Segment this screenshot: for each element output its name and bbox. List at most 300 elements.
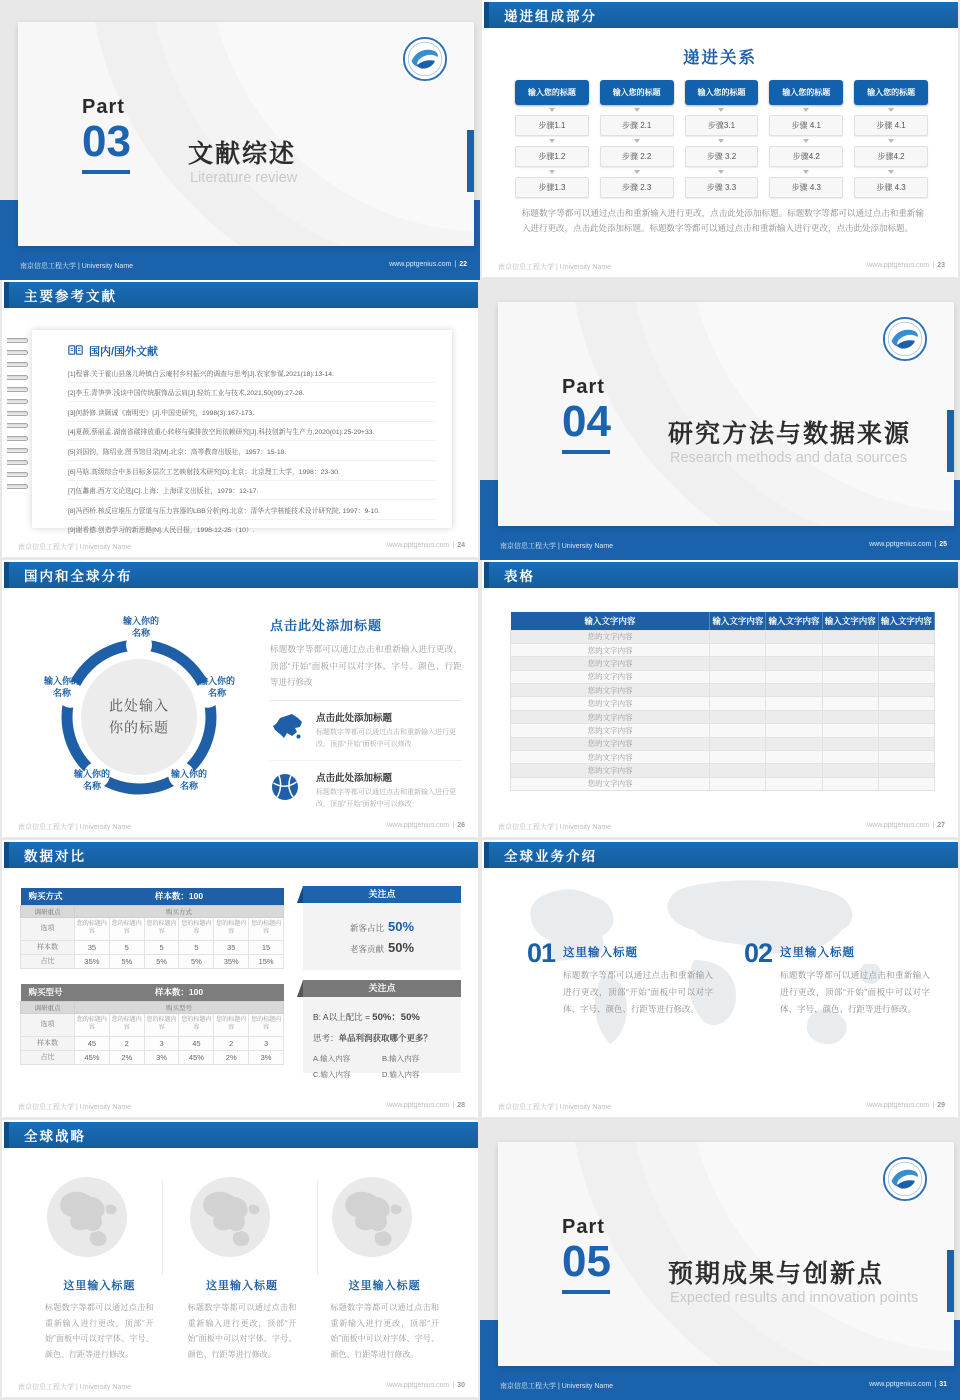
item-heading: 这里输入标题 xyxy=(63,1280,136,1292)
footer-separator: | xyxy=(454,261,457,268)
footer-site: www.pptgenius.com xyxy=(869,1381,932,1388)
table-cell xyxy=(878,724,934,737)
table-cell xyxy=(878,670,934,683)
focus-label: 调研重点 xyxy=(21,905,75,917)
table-cell xyxy=(710,751,766,764)
table-cell xyxy=(766,710,822,723)
ratio-value: 2% xyxy=(109,1050,144,1064)
wheel-node-label xyxy=(112,615,170,639)
slide-24-thumbnail[interactable] xyxy=(0,280,480,560)
row-label: 选项 xyxy=(21,917,75,940)
footer-page-number: 30 xyxy=(457,1382,465,1389)
footer-right xyxy=(387,822,465,832)
part-label: Part xyxy=(562,1216,605,1238)
table-header-cell: 输入文字内容 xyxy=(878,612,934,630)
row-label: 占比 xyxy=(21,1050,75,1064)
footer-org: 南京信息工程大学 | University Name xyxy=(20,263,134,270)
table-header-cell: 输入文字内容 xyxy=(822,612,878,630)
table-cell xyxy=(822,751,878,764)
reference-item: [2]李玉,青笋笋.浅谈中国传统服饰品云肩[J].轻纺工业与技术,2021,50(09):27-28. xyxy=(68,383,436,403)
binder-ring-icon xyxy=(7,484,28,489)
wheel-node-label xyxy=(188,675,246,699)
table-cell xyxy=(766,737,822,750)
footer-right xyxy=(389,261,467,271)
slide-23-thumbnail[interactable] xyxy=(480,0,960,280)
footer-right xyxy=(867,262,945,272)
binder-ring-icon xyxy=(7,387,28,392)
ratio-value: 5% xyxy=(179,954,214,968)
table-cell xyxy=(822,724,878,737)
panel-title: 关注点 xyxy=(303,980,461,997)
table-cell: 您的文字内容 xyxy=(511,657,710,670)
process-column xyxy=(854,80,928,198)
wheel-node-label xyxy=(63,768,121,792)
binder-ring-icon xyxy=(7,338,28,343)
table-cell: 您的文字内容 xyxy=(511,697,710,710)
step-box: 步骤4.2 xyxy=(854,146,928,167)
footer-page-number: 28 xyxy=(457,1102,465,1109)
item-body: 标题数字等都可以通过点击和重新输入进行更改，顶部“开始”面板中可以修改 xyxy=(316,788,456,809)
accent-underline xyxy=(562,1290,610,1294)
footer-page-number: 23 xyxy=(937,262,945,269)
title-bar: 全球业务介绍 xyxy=(484,842,958,868)
footer-site: www.pptgenius.com xyxy=(867,1102,930,1109)
column-header: 输入您的标题 xyxy=(515,80,589,105)
footer-org: 南京信息工程大学 | University Name xyxy=(18,544,132,551)
section-title-cn: 文献综述 xyxy=(188,140,297,168)
china-map-icon xyxy=(270,710,306,747)
slide-body xyxy=(482,0,958,277)
numbered-item-1 xyxy=(527,940,717,1018)
globe-column xyxy=(28,1175,171,1362)
reference-item: [3]何龄修.读顾诚《南明史》[J].中国史研究，1998(3):167-173. xyxy=(68,402,436,422)
process-column xyxy=(685,80,759,198)
ratio-prefix: B: A以上配比 = xyxy=(313,1012,370,1022)
item-content xyxy=(563,940,713,1018)
table-cell xyxy=(822,657,878,670)
table-row xyxy=(511,670,935,683)
table-cell xyxy=(878,710,934,723)
wheel-label-line1: 输入你的 xyxy=(170,768,207,779)
footer-separator: | xyxy=(932,262,935,269)
reference-item: [4]夏薇,蔡丽孟.湖南省碳排放重心转移与碳排放空间依赖研究[J].科技创新与生产力,2020(01):25-29+33. xyxy=(68,422,436,442)
sample-size: 样本数：100 xyxy=(75,984,284,1001)
footer-site: www.pptgenius.com xyxy=(387,822,450,829)
slide-29-thumbnail[interactable] xyxy=(480,840,960,1120)
table-cell xyxy=(710,724,766,737)
table-cell xyxy=(710,670,766,683)
step-box: 步骤1.3 xyxy=(515,177,589,198)
binder-ring-icon xyxy=(7,436,28,441)
table-cell xyxy=(878,643,934,656)
right-accent-tab xyxy=(467,130,474,192)
ratio-value: 15% xyxy=(249,954,284,968)
table-cell xyxy=(710,630,766,643)
ratio-value: 3% xyxy=(144,1050,179,1064)
table-cell: 您的文字内容 xyxy=(511,643,710,656)
table-cell xyxy=(710,657,766,670)
item-heading: 点击此处添加标题 xyxy=(316,712,393,724)
table-cell xyxy=(710,643,766,656)
footer-right xyxy=(869,541,947,551)
globe-icon xyxy=(45,1175,154,1264)
column-header: 输入您的标题 xyxy=(600,80,674,105)
references-list xyxy=(68,363,436,538)
focus-panel-1 xyxy=(303,886,461,970)
focus-panel-2 xyxy=(303,980,461,1079)
section-title-en: Expected results and innovation points xyxy=(670,1290,919,1306)
table-cell xyxy=(710,764,766,777)
table-cell: 您的文字内容 xyxy=(511,737,710,750)
slide-body xyxy=(2,1120,478,1397)
step-box: 步骤 2.3 xyxy=(600,177,674,198)
binder-ring-icon xyxy=(7,375,28,380)
item-heading: 这里输入标题 xyxy=(348,1280,421,1292)
option-cell: 您的标题内容 xyxy=(249,917,284,940)
table-cell xyxy=(878,657,934,670)
table-cell xyxy=(878,697,934,710)
option-cell: 您的标题内容 xyxy=(179,1013,214,1036)
item-body: 标题数字等都可以通过点击和重新输入进行更改，顶部“开始”面板中可以对字体、字号、颜色、行距等进行修改。 xyxy=(563,970,714,1014)
table-row xyxy=(511,710,935,723)
part-number: 04 xyxy=(562,397,611,446)
table-cell xyxy=(766,751,822,764)
footer-right xyxy=(387,542,465,552)
wheel-center-title xyxy=(109,695,169,740)
item-heading: 这里输入标题 xyxy=(780,947,856,959)
step-box: 步骤 4.3 xyxy=(854,177,928,198)
option-item: C.输入内容 xyxy=(313,1070,351,1079)
part-number-block xyxy=(562,376,611,454)
slide-31-thumbnail[interactable] xyxy=(480,1120,960,1400)
ratio-value: 5% xyxy=(109,954,144,968)
slide-22-thumbnail[interactable] xyxy=(0,0,480,280)
right-accent-tab xyxy=(947,1250,954,1312)
stat-value: 50% xyxy=(387,940,415,955)
books-icon xyxy=(68,345,83,358)
accent-underline xyxy=(562,450,610,454)
question-text: 单品利润获取哪个更多？ xyxy=(338,1033,433,1043)
down-arrow-icon xyxy=(803,108,809,112)
reference-item: [1]程睿.关于霍山县落儿岭镇白云庵村乡村振兴的调查与思考[J].农家参谋,2021(18):13-14. xyxy=(68,363,436,383)
step-box: 步骤 3.2 xyxy=(685,146,759,167)
slide-26-thumbnail[interactable] xyxy=(0,560,480,840)
table-row xyxy=(511,657,935,670)
footer-site: www.pptgenius.com xyxy=(387,542,450,549)
down-arrow-icon xyxy=(634,108,640,112)
table-cell xyxy=(822,697,878,710)
item-heading: 这里输入标题 xyxy=(206,1280,278,1292)
footer-site: www.pptgenius.com xyxy=(867,262,930,269)
table-cell xyxy=(766,764,822,777)
footer-page-number: 22 xyxy=(459,261,467,268)
slide-footer xyxy=(500,541,947,551)
footer-org: 南京信息工程大学 | University Name xyxy=(498,824,612,831)
item-body: 标题数字等都可以通过点击和重新输入进行更改，顶部“开始”面板中可以对字体、字号、颜色、行距等进行修改。 xyxy=(187,1303,297,1359)
row-label: 样本数 xyxy=(21,1036,75,1050)
ratio-row xyxy=(21,954,284,968)
footer-org: 南京信息工程大学 | University Name xyxy=(18,1384,132,1391)
slide-footer xyxy=(500,1381,947,1391)
sample-value: 3 xyxy=(144,1036,179,1050)
item-heading: 这里输入标题 xyxy=(563,947,639,959)
footer-site: www.pptgenius.com xyxy=(387,1102,450,1109)
comparison-table-1 xyxy=(20,888,284,969)
slide-27-thumbnail[interactable] xyxy=(480,560,960,840)
table-cell: 您的文字内容 xyxy=(511,710,710,723)
table-cell xyxy=(822,737,878,750)
question-prefix: 思考： xyxy=(313,1033,339,1043)
table-cell: 您的文字内容 xyxy=(511,684,710,697)
option-cell: 您的标题内容 xyxy=(214,917,249,940)
panel-title: 关注点 xyxy=(303,886,461,903)
footer-right xyxy=(867,1102,945,1112)
sample-value: 35 xyxy=(214,940,249,954)
slide-footer xyxy=(18,822,465,832)
panel-body xyxy=(303,997,461,1079)
table-header-row xyxy=(21,888,284,905)
sample-value: 45 xyxy=(179,1036,214,1050)
footer-page-number: 26 xyxy=(457,822,465,829)
row-label: 占比 xyxy=(21,954,75,968)
step-box: 步骤4.2 xyxy=(769,146,843,167)
table-cell xyxy=(710,684,766,697)
footer-right xyxy=(387,1382,465,1392)
footer-page-number: 25 xyxy=(939,541,947,548)
sample-value: 15 xyxy=(249,940,284,954)
title-bar: 全球战略 xyxy=(4,1122,478,1148)
slide-footer xyxy=(18,1382,465,1392)
sample-value: 5 xyxy=(144,940,179,954)
diagram-title: 递进关系 xyxy=(683,49,757,67)
references-panel xyxy=(32,330,452,535)
table-row xyxy=(511,630,935,643)
item-body: 标题数字等都可以通过点击和重新输入进行更改，顶部“开始”面板中可以对字体、字号、颜色、行距等进行修改。 xyxy=(780,970,931,1014)
stat-row xyxy=(313,918,451,936)
table-row xyxy=(511,737,935,750)
sample-size: 样本数：100 xyxy=(75,888,284,905)
accent-underline xyxy=(82,170,130,174)
binder-spiral xyxy=(7,338,28,489)
ratio-value: 3% xyxy=(249,1050,284,1064)
stat-row xyxy=(313,939,451,957)
globe-icon xyxy=(188,1175,297,1264)
table-cell xyxy=(878,737,934,750)
table-cell xyxy=(766,630,822,643)
table-cell xyxy=(766,670,822,683)
sample-value: 5 xyxy=(179,940,214,954)
title-bar: 表格 xyxy=(484,562,958,588)
option-item: D.输入内容 xyxy=(382,1070,420,1079)
option-row xyxy=(21,1013,284,1036)
down-arrow-icon xyxy=(888,139,894,143)
wheel-label-line2: 名称 xyxy=(207,688,226,698)
process-columns xyxy=(515,80,928,198)
reference-item: [9]谢希德.创造学习的新思路[N].人民日报，1998-12-25（10）. xyxy=(68,527,255,535)
footer-org: 南京信息工程大学 | University Name xyxy=(18,1104,132,1111)
numbered-item-2 xyxy=(744,940,934,1018)
wheel-diagram xyxy=(39,610,239,822)
footer-separator: | xyxy=(932,1102,935,1109)
footer-site: www.pptgenius.com xyxy=(389,261,452,268)
process-column xyxy=(600,80,674,198)
row-label: 样本数 xyxy=(21,940,75,954)
footer-org: 南京信息工程大学 | University Name xyxy=(500,543,614,550)
binder-ring-icon xyxy=(7,399,28,404)
option-cell: 您的标题内容 xyxy=(249,1013,284,1036)
ratio-line xyxy=(313,1009,451,1023)
wheel-label-line2: 名称 xyxy=(131,628,150,638)
footer-right xyxy=(869,1381,947,1391)
binder-ring-icon xyxy=(7,448,28,453)
table-subheader-row xyxy=(21,905,284,917)
sample-row xyxy=(21,940,284,954)
item-body: 标题数字等都可以通过点击和重新输入进行更改，顶部“开始”面板中可以修改 xyxy=(316,728,456,749)
down-arrow-icon xyxy=(549,170,555,174)
table-cell xyxy=(878,684,934,697)
item-number: 02 xyxy=(744,938,773,968)
slide-footer xyxy=(18,542,465,552)
table-header-cell: 输入文字内容 xyxy=(766,612,822,630)
table-row xyxy=(511,643,935,656)
slide-25-thumbnail[interactable] xyxy=(480,280,960,560)
option-list xyxy=(313,1053,451,1080)
reference-item: [5]刘国钧，陈绍业.图书馆目录[M].北京：高等教育出版社，1957：15-18. xyxy=(68,441,436,461)
slide-footer xyxy=(498,822,945,832)
sample-value: 45 xyxy=(75,1036,110,1050)
part-label: Part xyxy=(82,96,125,118)
section-title-en: Literature review xyxy=(190,170,298,186)
reference-item: [8]冯西桥.核反应堆压力管道与压力容器的LBB分析[R].北京：清华大学核能技术设计研究院, 1997：9-10. xyxy=(68,500,436,520)
table-cell: 您的文字内容 xyxy=(511,751,710,764)
part-slide-card xyxy=(498,302,954,526)
slide-28-thumbnail[interactable] xyxy=(0,840,480,1120)
table-cell xyxy=(710,710,766,723)
column-header: 输入您的标题 xyxy=(854,80,928,105)
item-body: 标题数字等都可以通过点击和重新输入进行更改，顶部“开始”面板中可以对字体、字号、颜色、行距等进行修改。 xyxy=(330,1303,440,1359)
step-box: 步骤3.1 xyxy=(685,115,759,136)
binder-ring-icon xyxy=(7,423,28,428)
university-logo xyxy=(882,1156,928,1202)
step-box: 步骤 4.3 xyxy=(769,177,843,198)
option-cell: 您的标题内容 xyxy=(75,1013,110,1036)
step-box: 步骤 2.2 xyxy=(600,146,674,167)
table-row xyxy=(511,724,935,737)
question-line xyxy=(313,1032,451,1044)
item-text xyxy=(316,770,462,812)
ratio-value: 50%：50% xyxy=(372,1012,420,1023)
part-number-block xyxy=(562,1216,611,1294)
footer-site: www.pptgenius.com xyxy=(867,822,930,829)
table-cell: 您的文字内容 xyxy=(511,777,710,790)
sample-value: 2 xyxy=(214,1036,249,1050)
table-cell: 您的文字内容 xyxy=(511,724,710,737)
title-bar: 主要参考文献 xyxy=(4,282,478,308)
table-cell xyxy=(822,777,878,790)
part-slide-card xyxy=(18,22,474,246)
slide-30-thumbnail[interactable] xyxy=(0,1120,480,1400)
table-row xyxy=(511,751,935,764)
binder-ring-icon xyxy=(7,472,28,477)
process-column xyxy=(515,80,589,198)
table-row xyxy=(511,697,935,710)
option-cell: 您的标题内容 xyxy=(144,1013,179,1036)
title-bar: 国内和全球分布 xyxy=(4,562,478,588)
sample-value: 5 xyxy=(109,940,144,954)
references-heading xyxy=(68,343,158,359)
stat-label: 新客占比 xyxy=(349,923,384,933)
table-row xyxy=(511,764,935,777)
globe-icon xyxy=(330,1175,439,1264)
down-arrow-icon xyxy=(718,108,724,112)
panel-body xyxy=(303,903,461,970)
table-subheader-row xyxy=(21,1001,284,1013)
option-cell: 您的标题内容 xyxy=(109,1013,144,1036)
step-box: 步骤 4.1 xyxy=(854,115,928,136)
option-cell: 您的标题内容 xyxy=(179,917,214,940)
comparison-table xyxy=(20,888,284,969)
footer-org: 南京信息工程大学 | University Name xyxy=(18,824,132,831)
sample-value: 2 xyxy=(109,1036,144,1050)
wheel-center-line2: 你的标题 xyxy=(109,720,169,736)
reference-item: [7]伍蠡甫.西方文论选[C].上海：上海译文出版社，1979：12-17. xyxy=(68,481,436,501)
footer-org: 南京信息工程大学 | University Name xyxy=(500,1383,614,1390)
footer-page-number: 31 xyxy=(939,1381,947,1388)
section-title-cn: 研究方法与数据来源 xyxy=(668,420,912,448)
footer-separator: | xyxy=(452,1382,455,1389)
table-cell xyxy=(710,777,766,790)
slide-footer xyxy=(18,1102,465,1112)
table-cell: 您的文字内容 xyxy=(511,764,710,777)
footer-separator: | xyxy=(934,1381,937,1388)
table-cell xyxy=(878,630,934,643)
footer-separator: | xyxy=(934,541,937,548)
down-arrow-icon xyxy=(888,108,894,112)
wheel-label-line2: 名称 xyxy=(52,688,71,698)
table-cell xyxy=(766,657,822,670)
down-arrow-icon xyxy=(888,170,894,174)
wheel-center-line1: 此处输入 xyxy=(109,697,169,714)
wheel-label-line1: 输入你的 xyxy=(198,675,235,686)
list-item xyxy=(270,701,462,761)
row-label: 选项 xyxy=(21,1013,75,1036)
table-cell xyxy=(766,643,822,656)
footer-separator: | xyxy=(452,822,455,829)
university-logo xyxy=(882,316,928,362)
ratio-value: 45% xyxy=(75,1050,110,1064)
references-heading-text: 国内/国外文献 xyxy=(89,346,159,358)
item-text xyxy=(316,710,462,752)
option-cell: 您的标题内容 xyxy=(75,917,110,940)
table-header-cell: 输入文字内容 xyxy=(710,612,766,630)
wheel-node-label xyxy=(33,675,91,699)
part-number: 05 xyxy=(562,1237,611,1286)
down-arrow-icon xyxy=(634,170,640,174)
down-arrow-icon xyxy=(718,170,724,174)
step-box: 步骤 4.1 xyxy=(769,115,843,136)
table-cell xyxy=(878,777,934,790)
wheel-label-line2: 名称 xyxy=(179,781,198,791)
data-table xyxy=(510,612,935,791)
table-cell xyxy=(822,643,878,656)
right-column xyxy=(270,615,462,820)
globe-column xyxy=(171,1175,314,1362)
down-arrow-icon xyxy=(549,139,555,143)
ratio-row xyxy=(21,1050,284,1064)
part-number: 03 xyxy=(82,117,131,166)
table-cell xyxy=(766,777,822,790)
option-cell: 您的标题内容 xyxy=(144,917,179,940)
